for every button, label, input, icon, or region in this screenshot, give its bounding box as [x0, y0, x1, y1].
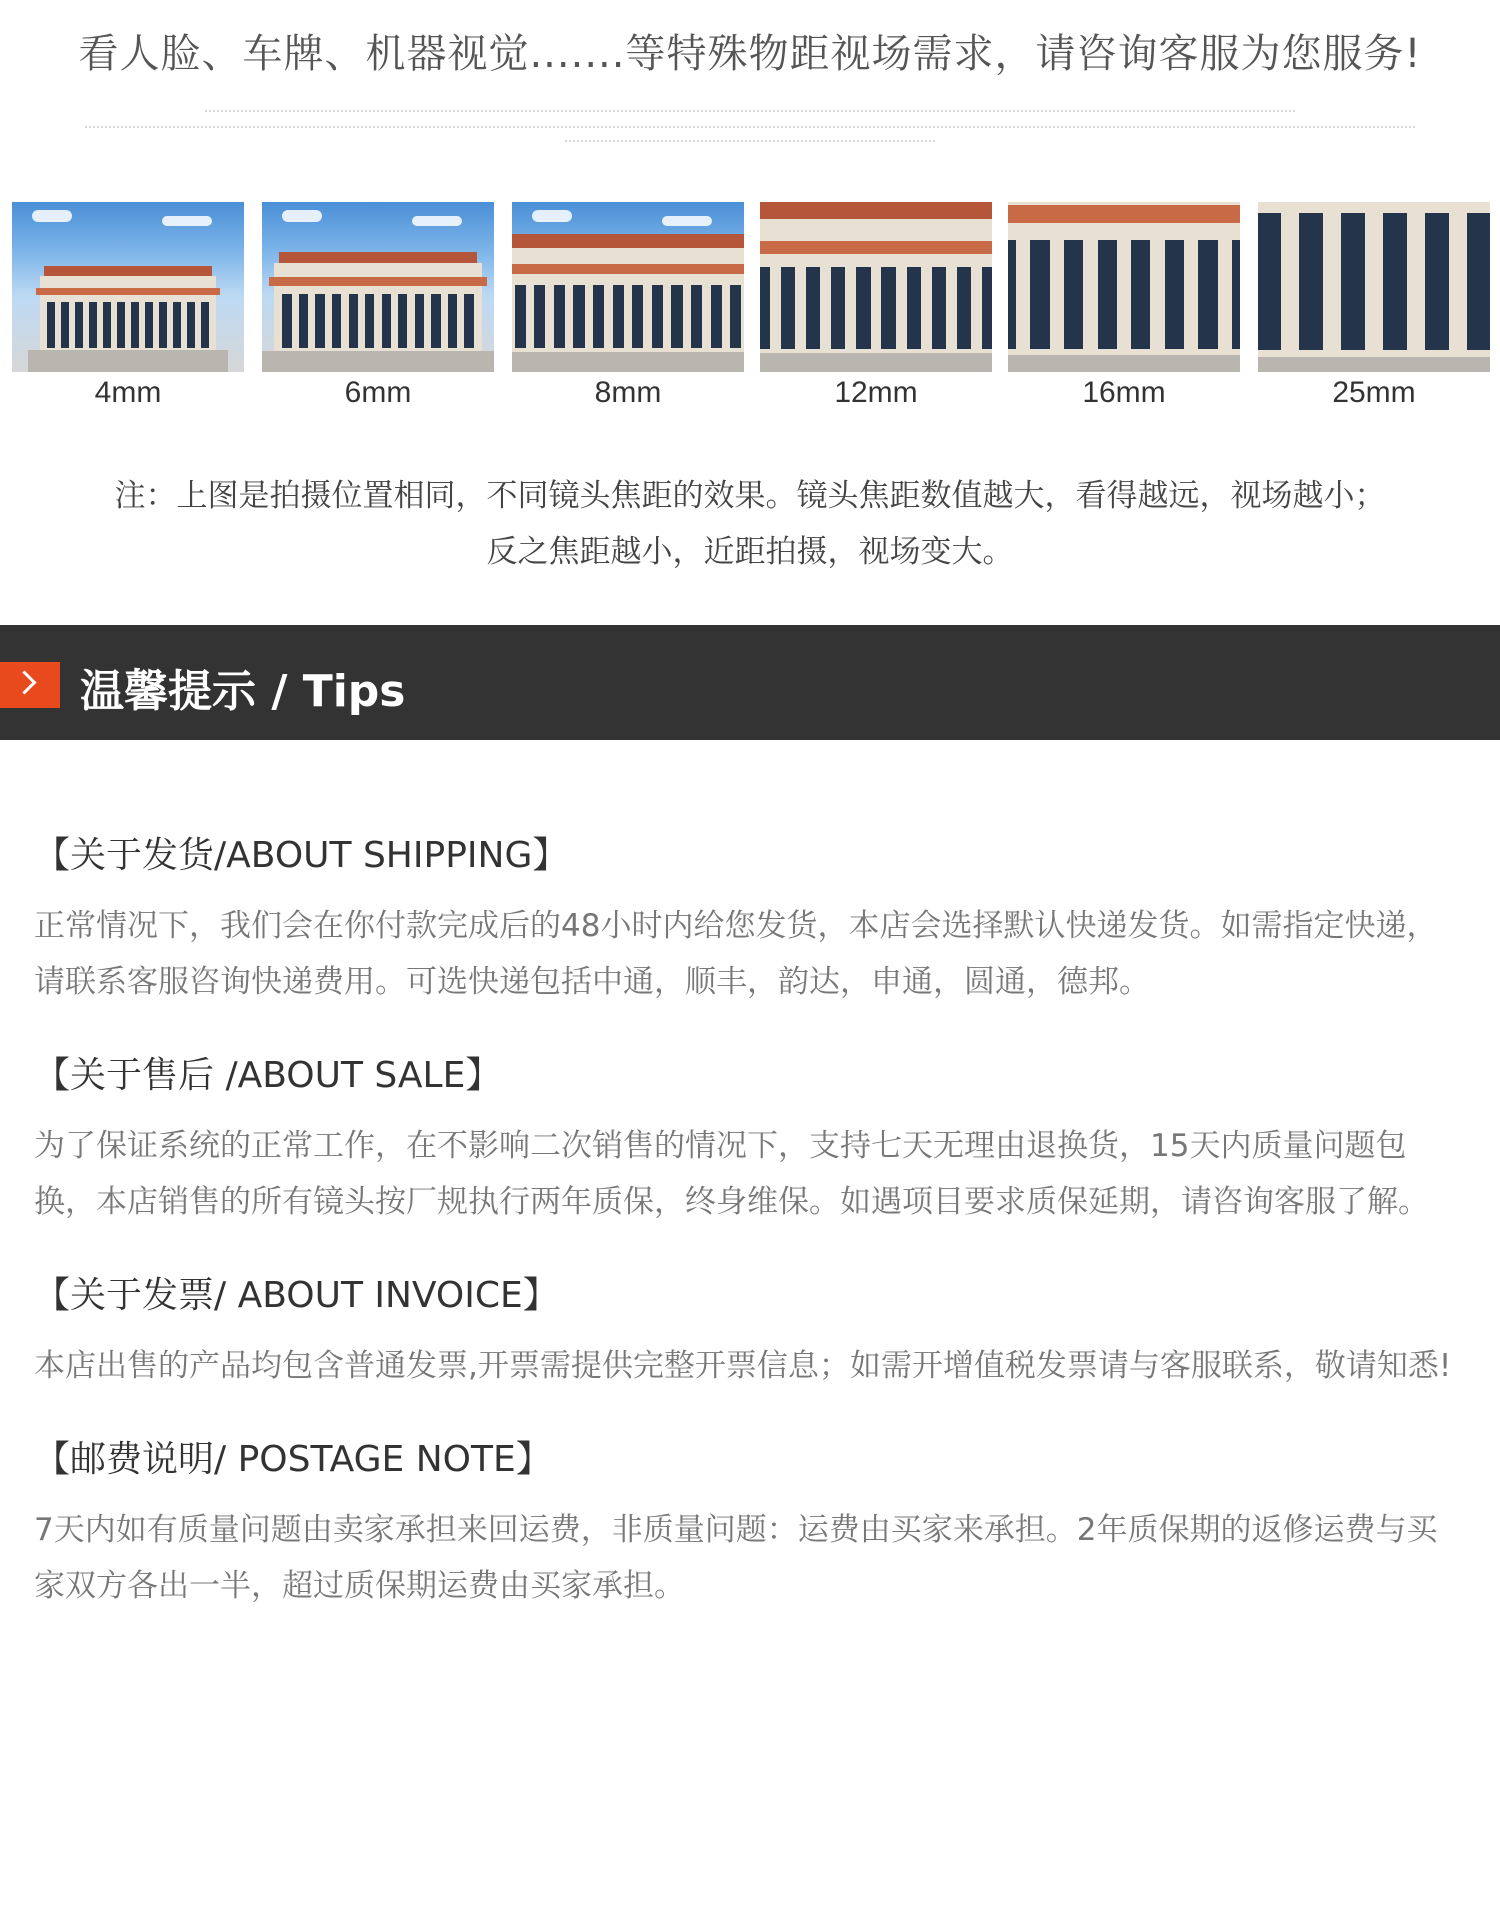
building-photo [512, 202, 744, 372]
section-body: 7天内如有质量问题由卖家承担来回运费，非质量问题：运费由买家来承担。2年质保期的返修运费与买家双方各出一半，超过质保期运费由买家承担。 [34, 1512, 1438, 1604]
focal-length-comparison [12, 202, 1492, 422]
tips-sections [34, 830, 1464, 1654]
section-shipping [34, 830, 1464, 1010]
page-headline: 看人脸、车牌、机器视觉.......等特殊物距视场需求，请咨询客服为您服务! [78, 31, 1422, 77]
tips-header-bar [0, 625, 1500, 740]
focal-item [262, 202, 494, 410]
decorative-dotted-lines [0, 100, 1500, 150]
section-body: 为了保证系统的正常工作，在不影响二次销售的情况下，支持七天无理由退换货，15天内质量问题包换，本店销售的所有镜头按厂规执行两年质保，终身维保。如遇项目要求质保延期，请咨询客服了解。 [34, 1128, 1429, 1220]
focal-length-label: 4mm [94, 376, 162, 409]
section-body: 本店出售的产品均包含普通发票,开票需提供完整开票信息；如需开增值税发票请与客服联系，敬请知悉! [34, 1348, 1452, 1384]
section-postage [34, 1434, 1464, 1614]
focal-length-label: 16mm [1082, 376, 1166, 409]
focal-length-label: 6mm [344, 376, 412, 409]
focal-length-note [0, 468, 1500, 580]
note-line-2: 反之焦距越小，近距拍摄，视场变大。 [486, 534, 1014, 570]
tips-title: 温馨提示 / Tips [80, 666, 406, 717]
focal-item [760, 202, 992, 410]
focal-length-label: 25mm [1332, 376, 1416, 409]
chevron-right-icon [0, 662, 60, 708]
note-line-1: 注：上图是拍摄位置相同，不同镜头焦距的效果。镜头焦距数值越大，看得越远，视场越小； [114, 478, 1386, 514]
focal-item [1008, 202, 1240, 410]
building-photo [12, 202, 244, 372]
building-photo [262, 202, 494, 372]
section-title: 【邮费说明/ POSTAGE NOTE】 [34, 1439, 552, 1480]
focal-item [512, 202, 744, 410]
section-title: 【关于发货/ABOUT SHIPPING】 [34, 835, 569, 876]
section-body: 正常情况下，我们会在你付款完成后的48小时内给您发货，本店会选择默认快递发货。如需指定快递，请联系客服咨询快递费用。可选快递包括中通，顺丰，韵达，申通，圆通，德邦。 [34, 908, 1438, 1000]
building-photo [1008, 202, 1240, 372]
focal-item [12, 202, 244, 410]
building-photo [1258, 202, 1490, 372]
section-invoice [34, 1270, 1464, 1394]
building-photo [760, 202, 992, 372]
section-after-sale [34, 1050, 1464, 1230]
focal-length-label: 12mm [834, 376, 918, 409]
focal-length-label: 8mm [594, 376, 662, 409]
focal-item [1258, 202, 1490, 410]
section-title: 【关于发票/ ABOUT INVOICE】 [34, 1275, 559, 1316]
section-title: 【关于售后 /ABOUT SALE】 [34, 1055, 502, 1096]
